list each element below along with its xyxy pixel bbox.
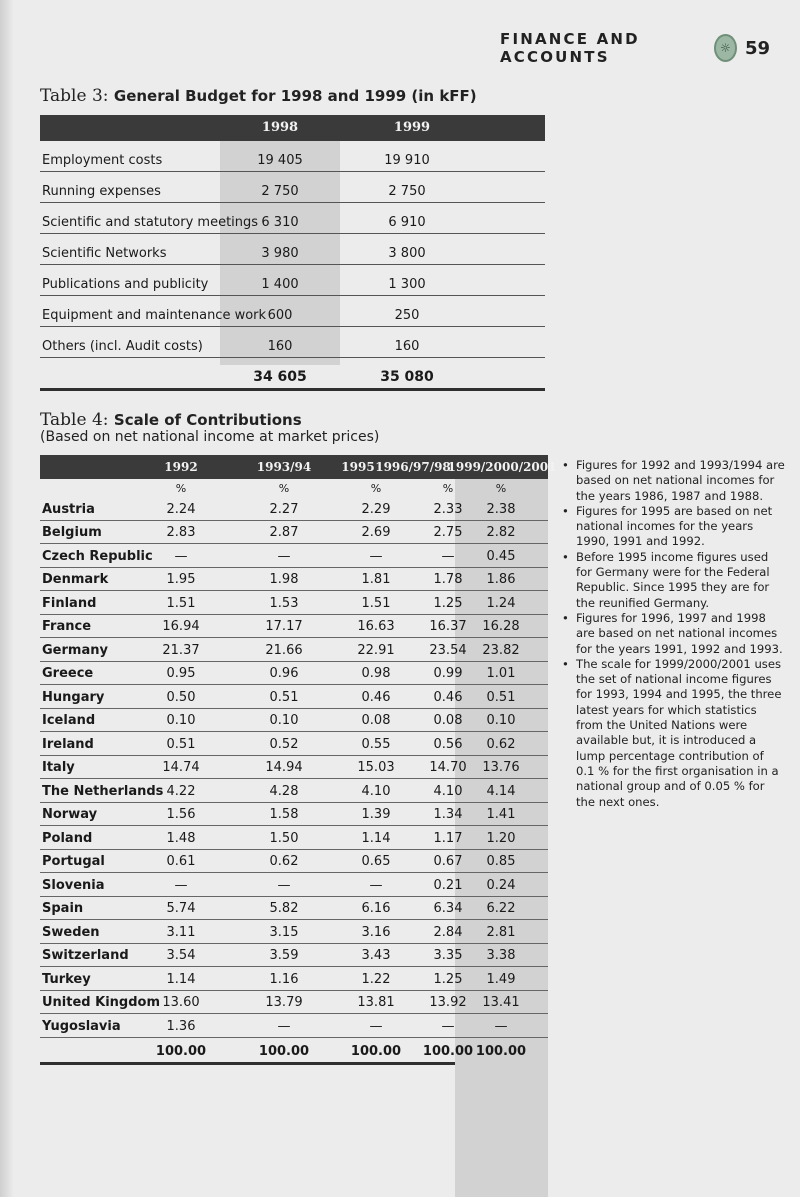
table-row bbox=[40, 327, 545, 358]
country-name: Greece bbox=[42, 666, 94, 681]
contribution-value: — bbox=[277, 548, 291, 564]
total-1998: 34 605 bbox=[253, 369, 307, 385]
value-1999: 19 910 bbox=[384, 153, 430, 168]
contribution-value: 2.33 bbox=[433, 501, 463, 517]
contribution-value: 0.08 bbox=[433, 713, 463, 728]
country-name: Germany bbox=[42, 642, 108, 658]
note-text: Figures for 1995 are based on net national incomes for the years 1990, 1991 and 1992. bbox=[576, 503, 773, 549]
table-header bbox=[40, 115, 545, 141]
contribution-value: — bbox=[174, 548, 188, 564]
contribution-value: 0.45 bbox=[486, 548, 516, 564]
table3-title: Table 3: General Budget for 1998 and 1999 (in kFF) bbox=[40, 86, 477, 106]
contribution-value: 0.61 bbox=[166, 854, 196, 869]
contribution-value: 1.36 bbox=[166, 1018, 196, 1034]
unit-label: % bbox=[175, 482, 187, 495]
total-value: 100.00 bbox=[155, 1043, 207, 1059]
contribution-value: 2.81 bbox=[486, 924, 516, 940]
country-name: Finland bbox=[42, 595, 97, 611]
contribution-value: 1.25 bbox=[433, 595, 463, 611]
contribution-value: 2.27 bbox=[269, 501, 299, 517]
contribution-value: 2.83 bbox=[166, 525, 196, 540]
contribution-value: 0.85 bbox=[486, 854, 516, 869]
contribution-value: 16.28 bbox=[482, 619, 520, 634]
contribution-value: 3.11 bbox=[166, 924, 196, 940]
table-header bbox=[40, 455, 557, 479]
row-label: Others (incl. Audit costs) bbox=[42, 339, 203, 354]
table-row bbox=[40, 920, 548, 944]
table-row bbox=[40, 141, 545, 172]
contribution-value: 0.98 bbox=[361, 666, 391, 681]
contribution-value: 0.55 bbox=[361, 736, 391, 752]
table-row bbox=[40, 732, 548, 756]
contribution-value: — bbox=[369, 877, 383, 893]
table-row bbox=[40, 873, 548, 897]
table-row bbox=[40, 897, 548, 921]
note-item bbox=[560, 458, 785, 504]
contribution-value: — bbox=[277, 877, 291, 893]
contribution-value: — bbox=[369, 1018, 383, 1034]
contribution-value: 14.74 bbox=[162, 760, 200, 775]
contribution-value: 0.99 bbox=[433, 666, 463, 681]
table-row bbox=[40, 826, 548, 850]
row-label: Employment costs bbox=[42, 153, 163, 168]
contribution-value: 16.94 bbox=[162, 619, 200, 634]
contribution-value: 4.10 bbox=[433, 783, 463, 799]
country-name: Portugal bbox=[42, 854, 105, 869]
contribution-value: 2.82 bbox=[486, 525, 516, 540]
value-1999: 3 800 bbox=[388, 246, 426, 261]
total-value: 100.00 bbox=[475, 1043, 527, 1059]
value-1998: 1 400 bbox=[261, 277, 299, 292]
contribution-value: 16.63 bbox=[357, 619, 395, 634]
contribution-value: 0.51 bbox=[269, 689, 299, 705]
note-item bbox=[560, 611, 785, 657]
organisation-logo-icon: ☼ bbox=[714, 34, 737, 62]
contribution-value: 22.91 bbox=[357, 642, 395, 658]
table-row bbox=[40, 756, 548, 780]
contribution-value: 0.21 bbox=[433, 877, 463, 893]
value-1998: 6 310 bbox=[261, 215, 299, 230]
country-name: Ireland bbox=[42, 736, 94, 752]
total-value: 100.00 bbox=[258, 1043, 310, 1059]
contribution-value: 0.46 bbox=[361, 689, 391, 705]
contribution-value: 1.50 bbox=[269, 830, 299, 846]
contribution-value: 5.82 bbox=[269, 901, 299, 916]
contribution-value: 1.22 bbox=[361, 971, 391, 987]
table4-subtitle: (Based on net national income at market prices) bbox=[40, 429, 380, 445]
contribution-value: 0.56 bbox=[433, 736, 463, 752]
table-notes bbox=[560, 458, 785, 810]
contribution-value: 1.53 bbox=[269, 595, 299, 611]
total-1999: 35 080 bbox=[380, 369, 434, 385]
value-1998: 19 405 bbox=[257, 153, 303, 168]
contribution-value: 1.24 bbox=[486, 595, 516, 611]
contribution-value: 2.84 bbox=[433, 924, 463, 940]
value-1999: 6 910 bbox=[388, 215, 426, 230]
contribution-value: 2.24 bbox=[166, 501, 196, 517]
country-name: Yugoslavia bbox=[42, 1018, 121, 1034]
table-row bbox=[40, 967, 548, 991]
contribution-value: — bbox=[174, 877, 188, 893]
country-name: Turkey bbox=[42, 971, 91, 987]
table-row bbox=[40, 850, 548, 874]
bullet-icon: • bbox=[562, 610, 569, 625]
contribution-value: 0.24 bbox=[486, 877, 516, 893]
contribution-value: 0.95 bbox=[166, 666, 196, 681]
note-item bbox=[560, 550, 785, 611]
column-header: 1998 bbox=[261, 120, 299, 135]
contribution-value: 1.86 bbox=[486, 572, 516, 587]
section-title: FINANCE AND ACCOUNTS bbox=[500, 30, 640, 66]
contribution-value: 6.16 bbox=[361, 901, 391, 916]
contribution-value: 1.56 bbox=[166, 807, 196, 822]
contribution-value: — bbox=[369, 548, 383, 564]
contribution-value: 0.10 bbox=[166, 713, 196, 728]
table-total-row bbox=[40, 1038, 548, 1062]
note-item bbox=[560, 504, 785, 550]
table-row bbox=[40, 234, 545, 265]
unit-row bbox=[40, 479, 548, 497]
note-text: The scale for 1999/2000/2001 uses the set of national income figures for 1993, 1994 and 1995, the three latest years for which statistics from the United Nations were available but, it is introduced a lump percentage contribution of 0.1 % for the first organisation in a national group and of 0.05 % for the next ones. bbox=[576, 656, 782, 809]
country-name: Belgium bbox=[42, 525, 102, 540]
note-text: Figures for 1996, 1997 and 1998 are based on net national incomes for the years 1991, 1992 and 1993. bbox=[576, 610, 783, 656]
contribution-value: 0.51 bbox=[166, 736, 196, 752]
value-1999: 250 bbox=[394, 308, 420, 323]
value-1998: 2 750 bbox=[261, 184, 299, 199]
contribution-value: 1.20 bbox=[486, 830, 516, 846]
bullet-icon: • bbox=[562, 656, 569, 671]
contribution-value: 3.38 bbox=[486, 948, 516, 963]
contribution-value: — bbox=[441, 548, 455, 564]
contributions-table bbox=[40, 455, 557, 1065]
contribution-value: 13.41 bbox=[482, 995, 520, 1010]
contribution-value: 13.79 bbox=[265, 995, 303, 1010]
value-1998: 3 980 bbox=[261, 246, 299, 261]
contribution-value: 0.65 bbox=[361, 854, 391, 869]
contribution-value: 4.28 bbox=[269, 783, 299, 799]
contribution-value: 1.98 bbox=[269, 572, 299, 587]
contribution-value: 1.14 bbox=[361, 830, 391, 846]
contribution-value: — bbox=[494, 1018, 508, 1034]
column-header: 1999/2000/2001 bbox=[447, 460, 557, 474]
contribution-value: 21.66 bbox=[265, 642, 303, 658]
table4-title: Table 4: Scale of Contributions bbox=[40, 410, 302, 430]
value-1999: 2 750 bbox=[388, 184, 426, 199]
contribution-value: 15.03 bbox=[357, 760, 395, 775]
table-row bbox=[40, 1014, 548, 1038]
contribution-value: 3.59 bbox=[269, 948, 299, 963]
value-1999: 1 300 bbox=[388, 277, 426, 292]
contribution-value: 2.29 bbox=[361, 501, 391, 517]
total-value: 100.00 bbox=[422, 1043, 474, 1059]
column-header: 1996/97/98 bbox=[375, 460, 451, 474]
contribution-value: 0.96 bbox=[269, 666, 299, 681]
country-name: Austria bbox=[42, 501, 95, 517]
contribution-value: 0.52 bbox=[269, 736, 299, 752]
value-1998: 600 bbox=[267, 308, 293, 323]
contribution-value: 1.48 bbox=[166, 830, 196, 846]
country-name: France bbox=[42, 619, 92, 634]
contribution-value: 1.58 bbox=[269, 807, 299, 822]
note-item bbox=[560, 657, 785, 810]
contribution-value: 3.54 bbox=[166, 948, 196, 963]
page-edge-shadow bbox=[0, 0, 14, 1197]
table-row bbox=[40, 615, 548, 639]
contribution-value: 13.81 bbox=[357, 995, 395, 1010]
unit-label: % bbox=[495, 482, 507, 495]
contribution-value: 1.39 bbox=[361, 807, 391, 822]
page-number: 59 bbox=[744, 37, 770, 59]
table-row bbox=[40, 568, 548, 592]
budget-table bbox=[40, 115, 545, 391]
row-label: Equipment and maintenance work bbox=[42, 308, 267, 323]
country-name: The Netherlands bbox=[42, 783, 164, 799]
row-label: Scientific and statutory meetings bbox=[42, 215, 259, 230]
table-row bbox=[40, 638, 548, 662]
table-bottom-rule bbox=[40, 388, 545, 391]
contribution-value: 2.38 bbox=[486, 501, 516, 517]
table-row bbox=[40, 203, 545, 234]
table-row bbox=[40, 944, 548, 968]
total-value: 100.00 bbox=[350, 1043, 402, 1059]
table-row bbox=[40, 685, 548, 709]
bullet-icon: • bbox=[562, 549, 569, 564]
contribution-value: 14.94 bbox=[265, 760, 303, 775]
contribution-value: 1.81 bbox=[361, 572, 391, 587]
contribution-value: 1.34 bbox=[433, 807, 463, 822]
contribution-value: 1.17 bbox=[433, 830, 463, 846]
bullet-icon: • bbox=[562, 503, 569, 518]
contribution-value: 3.16 bbox=[361, 924, 391, 940]
contribution-value: 23.82 bbox=[482, 642, 520, 658]
table-row bbox=[40, 779, 548, 803]
contribution-value: 13.60 bbox=[162, 995, 200, 1010]
contribution-value: 1.95 bbox=[166, 572, 196, 587]
table-row bbox=[40, 521, 548, 545]
note-text: Figures for 1992 and 1993/1994 are based on net national incomes for the years 1986, 1987 and 1988. bbox=[576, 458, 785, 503]
contribution-value: 1.78 bbox=[433, 572, 463, 587]
column-header: 1993/94 bbox=[256, 460, 312, 474]
unit-label: % bbox=[370, 482, 382, 495]
running-header bbox=[500, 30, 770, 66]
table-row bbox=[40, 803, 548, 827]
contribution-value: 2.87 bbox=[269, 525, 299, 540]
contribution-value: 6.34 bbox=[433, 901, 463, 916]
country-name: Spain bbox=[42, 901, 84, 916]
contribution-value: 1.51 bbox=[166, 595, 196, 611]
contribution-value: 2.69 bbox=[361, 525, 391, 540]
bullet-icon: • bbox=[562, 458, 569, 472]
value-1998: 160 bbox=[267, 339, 293, 354]
country-name: Hungary bbox=[42, 689, 105, 705]
contribution-value: 4.10 bbox=[361, 783, 391, 799]
contribution-value: 1.41 bbox=[486, 807, 516, 822]
table-row bbox=[40, 662, 548, 686]
unit-label: % bbox=[442, 482, 454, 495]
country-name: Norway bbox=[42, 807, 98, 822]
table-row bbox=[40, 265, 545, 296]
contribution-value: 16.37 bbox=[429, 619, 467, 634]
row-label: Publications and publicity bbox=[42, 277, 209, 292]
contribution-value: 4.14 bbox=[486, 783, 516, 799]
country-name: United Kingdom bbox=[42, 995, 161, 1010]
contribution-value: 0.62 bbox=[486, 736, 516, 752]
country-name: Iceland bbox=[42, 713, 96, 728]
row-label: Scientific Networks bbox=[42, 246, 167, 261]
contribution-value: 1.25 bbox=[433, 971, 463, 987]
column-header: 1995 bbox=[341, 460, 375, 474]
contribution-value: 3.35 bbox=[433, 948, 463, 963]
contribution-value: — bbox=[277, 1018, 291, 1034]
contribution-value: 0.51 bbox=[486, 689, 516, 705]
contribution-value: 3.43 bbox=[361, 948, 391, 963]
contribution-value: 1.51 bbox=[361, 595, 391, 611]
row-label: Running expenses bbox=[42, 184, 161, 199]
country-name: Czech Republic bbox=[42, 548, 153, 564]
contribution-value: 0.10 bbox=[269, 713, 299, 728]
table-row bbox=[40, 991, 548, 1015]
contribution-value: 6.22 bbox=[486, 901, 516, 916]
contribution-value: 1.14 bbox=[166, 971, 196, 987]
country-name: Sweden bbox=[42, 924, 100, 940]
contribution-value: 0.67 bbox=[433, 854, 463, 869]
column-header: 1992 bbox=[164, 460, 198, 474]
contribution-value: 0.50 bbox=[166, 689, 196, 705]
contribution-value: 21.37 bbox=[162, 642, 200, 658]
value-1999: 160 bbox=[394, 339, 420, 354]
contribution-value: 3.15 bbox=[269, 924, 299, 940]
contribution-value: 1.16 bbox=[269, 971, 299, 987]
contribution-value: 13.76 bbox=[482, 760, 520, 775]
table-row bbox=[40, 544, 548, 568]
table-row bbox=[40, 591, 548, 615]
contribution-value: — bbox=[441, 1018, 455, 1034]
contribution-value: 0.10 bbox=[486, 713, 516, 728]
country-name: Poland bbox=[42, 830, 93, 846]
contribution-value: 2.75 bbox=[433, 525, 463, 540]
table-row bbox=[40, 709, 548, 733]
country-name: Italy bbox=[42, 760, 75, 775]
note-text: Before 1995 income figures used for Germany were for the Federal Republic. Since 1995 they are for the reunified Germany. bbox=[576, 549, 770, 610]
contribution-value: 4.22 bbox=[166, 783, 196, 799]
contribution-value: 0.62 bbox=[269, 854, 299, 869]
contribution-value: 5.74 bbox=[166, 901, 196, 916]
contribution-value: 14.70 bbox=[429, 760, 467, 775]
contribution-value: 17.17 bbox=[265, 619, 303, 634]
contribution-value: 1.01 bbox=[486, 666, 516, 681]
table-row bbox=[40, 497, 548, 521]
contribution-value: 23.54 bbox=[429, 642, 467, 658]
contribution-value: 13.92 bbox=[429, 995, 467, 1010]
unit-label: % bbox=[278, 482, 290, 495]
country-name: Denmark bbox=[42, 572, 109, 587]
table-total-row bbox=[40, 358, 545, 388]
contribution-value: 0.46 bbox=[433, 689, 463, 705]
country-name: Slovenia bbox=[42, 877, 105, 893]
contribution-value: 1.49 bbox=[486, 971, 516, 987]
table-row bbox=[40, 296, 545, 327]
table-row bbox=[40, 172, 545, 203]
contribution-value: 0.08 bbox=[361, 713, 391, 728]
column-header: 1999 bbox=[393, 120, 431, 135]
country-name: Switzerland bbox=[42, 948, 129, 963]
